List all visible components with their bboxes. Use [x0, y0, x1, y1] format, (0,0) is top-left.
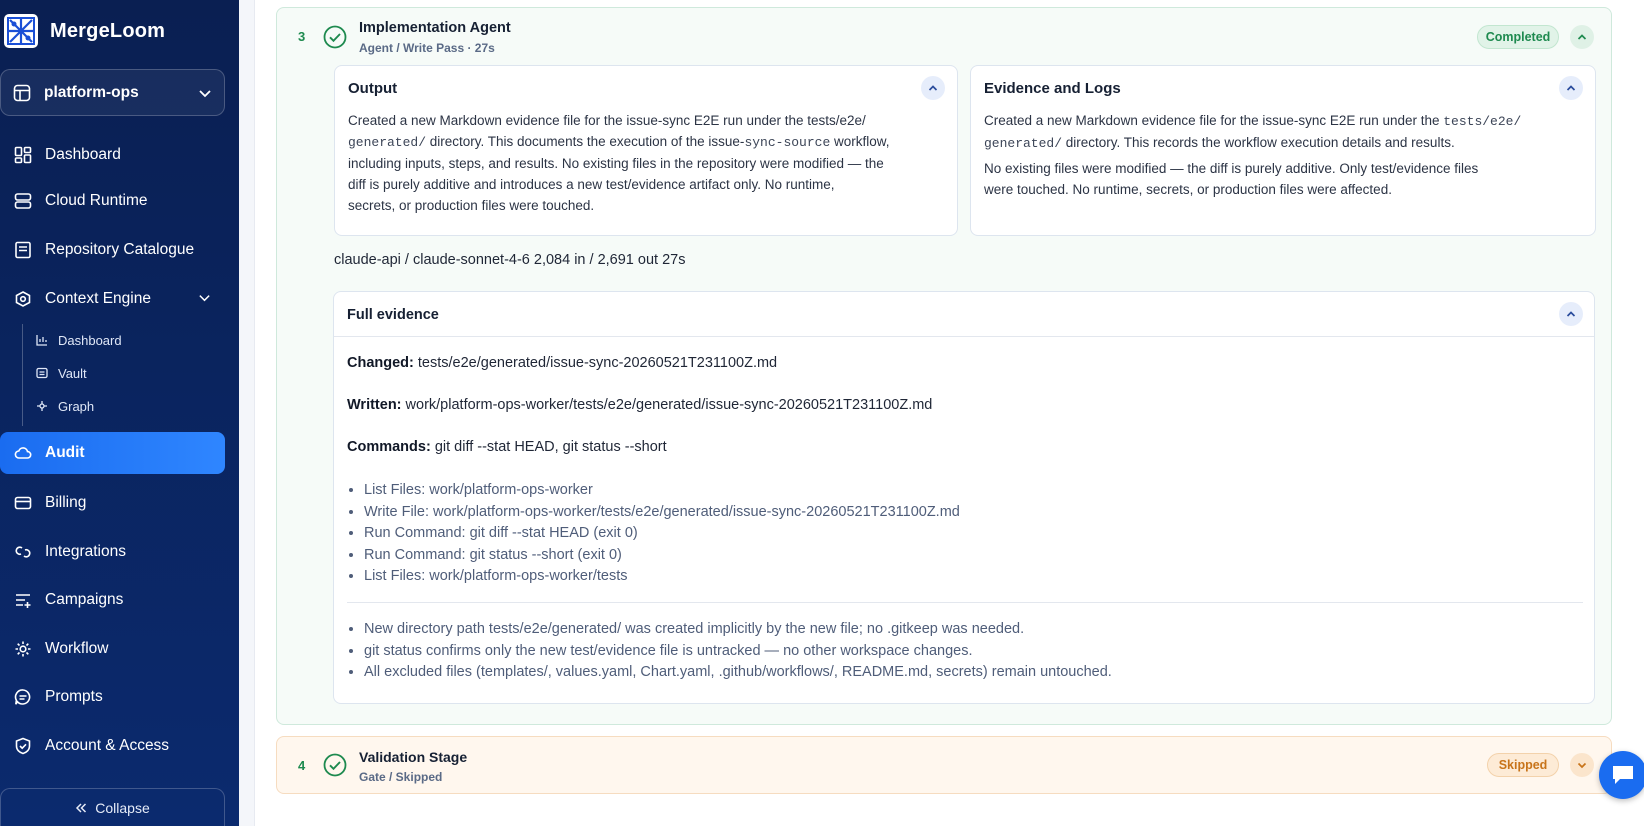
link-icon [14, 543, 32, 561]
support-chat-button[interactable] [1599, 751, 1644, 799]
stage-number: 3 [298, 29, 306, 44]
collapse-stage-button[interactable] [1570, 25, 1594, 49]
nav-integrations[interactable] [0, 531, 225, 573]
chevron-up-icon [1565, 308, 1577, 320]
gear-icon [14, 640, 32, 658]
server-icon [14, 192, 32, 210]
nav-account-access[interactable] [0, 725, 225, 767]
nav-repository-catalogue-label: Repository Catalogue [45, 241, 195, 258]
collapse-full-evidence-button[interactable] [1559, 302, 1583, 326]
changed-line: Changed: tests/e2e/generated/issue-sync-20260521T231100Z.md [347, 355, 778, 371]
brain-icon [14, 290, 32, 308]
stage-number: 4 [298, 758, 306, 773]
catalogue-icon [14, 241, 32, 259]
nav-audit[interactable] [0, 432, 225, 474]
notes-list [364, 619, 1112, 684]
campaign-icon [14, 591, 32, 609]
evidence-logs-title: Evidence and Logs [984, 80, 1121, 97]
output-panel [334, 65, 958, 236]
expand-stage-button[interactable] [1570, 753, 1594, 777]
nav-prompts-label: Prompts [45, 688, 103, 705]
collapse-label: Collapse [95, 799, 150, 816]
dashboard-icon [14, 146, 32, 164]
nav-prompts[interactable] [0, 676, 225, 718]
subnav-graph[interactable] [36, 393, 94, 419]
chevron-up-icon [1576, 31, 1588, 43]
chat-icon [1610, 763, 1636, 787]
evidence-logs-text: Created a new Markdown evidence file for the issue-sync E2E run under the tests/e2e/ generated/ directory. This records the workflow execution details and results. No existing files were modified — the diff is purely additive. Only test/evidence files were touched. No runtime, secrets, or production files were affected. [984, 113, 1522, 197]
collapse-evidence-logs-button[interactable] [1559, 76, 1583, 100]
check-circle-icon [323, 25, 347, 49]
list-item: • List Files: work/platform-ops-worker/tests [364, 566, 960, 588]
card-icon [14, 494, 32, 512]
nav-audit-label: Audit [45, 444, 85, 461]
app-name: MergeLoom [50, 19, 166, 42]
full-evidence-panel [333, 291, 1595, 704]
subnav-vault[interactable] [36, 360, 87, 386]
nav-context-engine[interactable] [0, 278, 225, 320]
nav-campaigns-label: Campaigns [45, 591, 124, 608]
section-divider [347, 602, 1583, 603]
workspace-selector[interactable] [0, 69, 225, 116]
cloud-icon [14, 444, 32, 462]
status-badge: Skipped [1487, 753, 1559, 777]
list-item: • List Files: work/platform-ops-worker [364, 480, 960, 502]
full-evidence-title: Full evidence [347, 307, 439, 323]
logo-icon [4, 14, 38, 48]
nav-billing[interactable] [0, 482, 225, 524]
subnav-dashboard[interactable] [36, 327, 122, 353]
nav-campaigns[interactable] [0, 579, 225, 621]
nav-workflow-label: Workflow [45, 640, 109, 657]
list-item: • All excluded files (templates/, values.yaml, Chart.yaml, .github/workflows/, README.md, secrets) remain untouched. [364, 662, 1112, 684]
nav-billing-label: Billing [45, 494, 87, 511]
nav-context-engine-label: Context Engine [45, 290, 151, 307]
graph-icon [36, 400, 48, 412]
nav-dashboard[interactable] [0, 134, 225, 176]
written-line: Written: work/platform-ops-worker/tests/e2e/generated/issue-sync-20260521T231100Z.md [347, 397, 933, 413]
collapse-sidebar-button[interactable] [0, 788, 225, 826]
chevron-down-icon [198, 291, 211, 304]
nav-cloud-runtime-label: Cloud Runtime [45, 192, 148, 209]
chevron-up-icon [927, 82, 939, 94]
double-chevron-left-icon [75, 802, 87, 814]
nav-dashboard-label: Dashboard [45, 146, 121, 163]
vault-icon [36, 367, 48, 379]
nav-cloud-runtime[interactable] [0, 180, 225, 222]
collapse-output-button[interactable] [921, 76, 945, 100]
sidebar [0, 0, 239, 826]
workspace-name: platform-ops [44, 83, 139, 101]
nav-account-access-label: Account & Access [45, 737, 170, 754]
list-item: • New directory path tests/e2e/generated/ was created implicitly by the new file; no .gitkeep was needed. [364, 619, 1112, 641]
stage-subtitle: Agent / Write Pass · 27s [359, 41, 495, 55]
stage-title: Implementation Agent [359, 20, 511, 36]
header-divider [334, 336, 1594, 337]
nav-repository-catalogue[interactable] [0, 229, 225, 271]
stage-card-validation[interactable] [276, 736, 1612, 794]
subnav-guide [22, 324, 23, 426]
commands-line: Commands: git diff --stat HEAD, git status --short [347, 439, 667, 455]
evidence-logs-panel [970, 65, 1596, 236]
brand[interactable] [4, 14, 165, 48]
list-item: • git status confirms only the new test/evidence file is untracked — no other workspace changes. [364, 641, 1112, 663]
nav-integrations-label: Integrations [45, 543, 126, 560]
chart-icon [36, 334, 48, 346]
status-badge: Completed [1477, 25, 1559, 49]
subnav-graph-label: Graph [58, 398, 95, 414]
steps-list [364, 480, 960, 588]
check-circle-icon [323, 753, 347, 777]
table-icon [13, 84, 31, 102]
output-text: Created a new Markdown evidence file for the issue-sync E2E run under the tests/e2e/ generated/ directory. This documents the execution of the issue-sync-source workflow, including inputs, steps, and results. No existing files in the repository were modified — the diff is purely additive and introduces a new test/evidence artifact only. No runtime, secrets, or production files were touched. [348, 113, 890, 213]
output-title: Output [348, 80, 398, 97]
nav-workflow[interactable] [0, 628, 225, 670]
list-item: • Run Command: git diff --stat HEAD (exit 0) [364, 523, 960, 545]
subnav-dashboard-label: Dashboard [58, 332, 122, 348]
stage-subtitle: Gate / Skipped [359, 770, 443, 784]
model-usage-meta: claude-api / claude-sonnet-4-6 2,084 in / 2,691 out 27s [334, 252, 686, 268]
stage-title: Validation Stage [359, 749, 468, 765]
chevron-up-icon [1565, 82, 1577, 94]
list-item: • Write File: work/platform-ops-worker/tests/e2e/generated/issue-sync-20260521T231100Z.md [364, 502, 960, 524]
subnav-vault-label: Vault [58, 365, 87, 381]
shield-icon [14, 737, 32, 755]
chevron-down-icon [1576, 759, 1588, 771]
list-item: • Run Command: git status --short (exit 0) [364, 545, 960, 567]
chat-icon [14, 688, 32, 706]
chevron-down-icon [198, 86, 212, 100]
